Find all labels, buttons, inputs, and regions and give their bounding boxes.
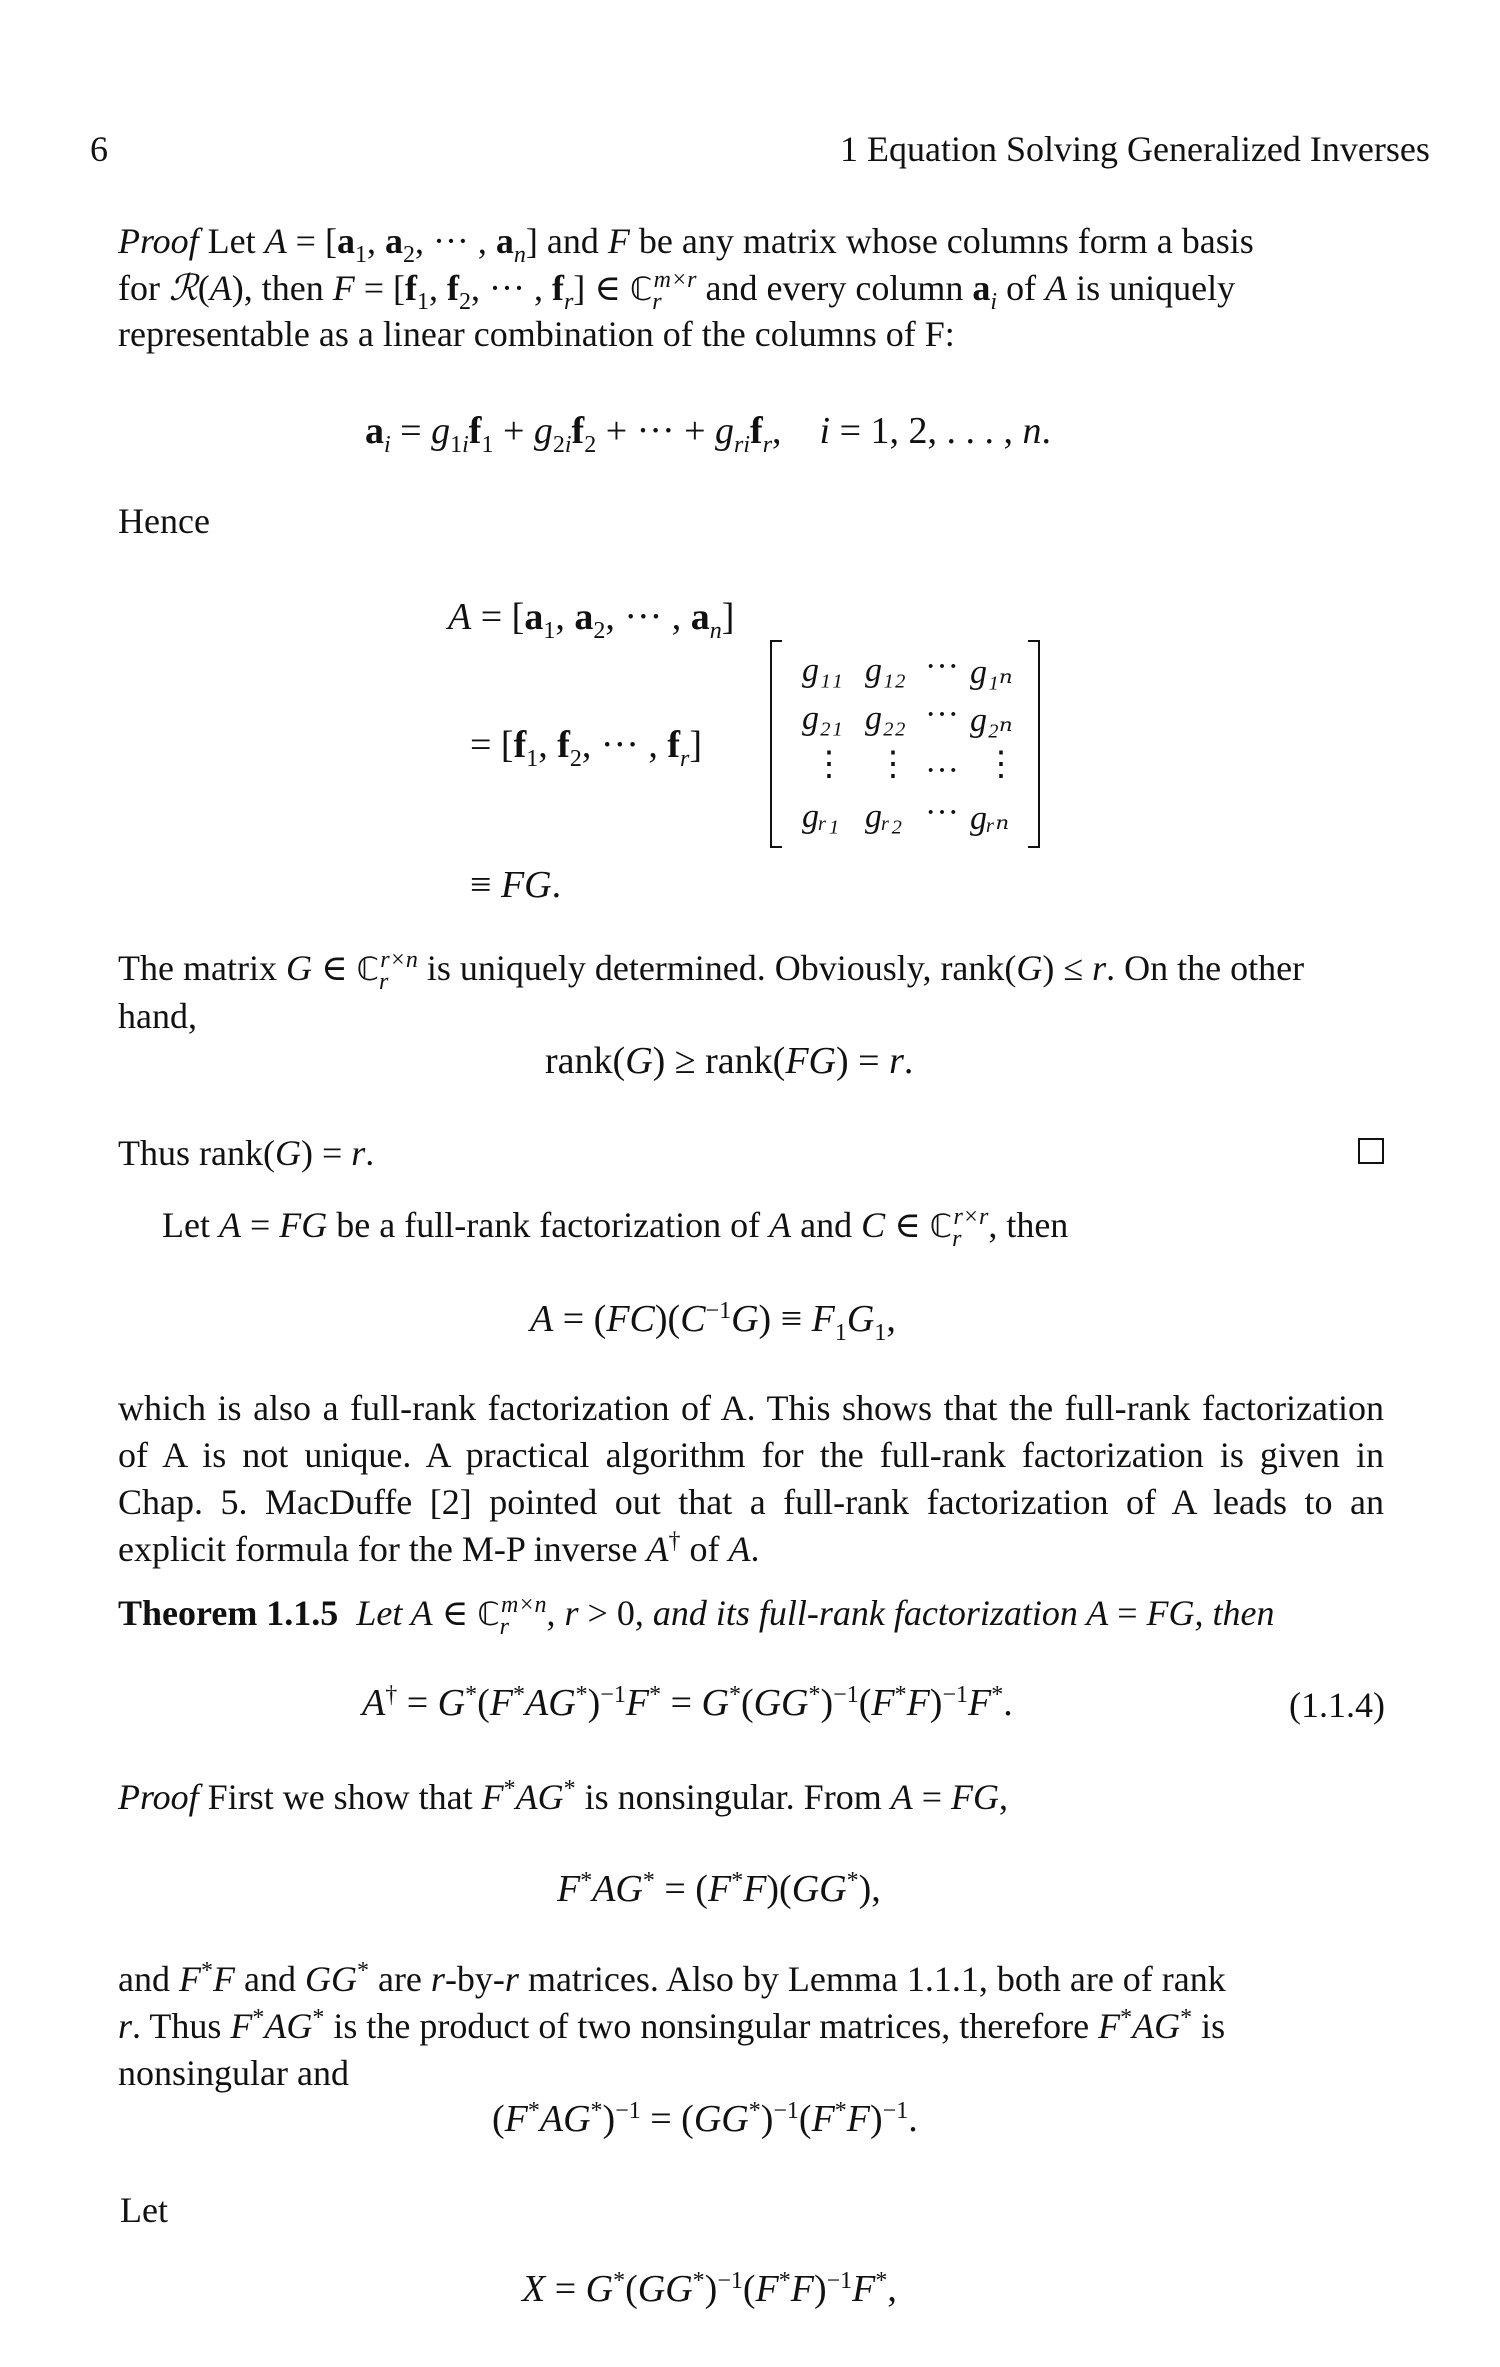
proof2-line-3: r. Thus F*AG* is the product of two nonsingular matrices, therefore F*AG* is [118, 2005, 1226, 2046]
matrix-cell: g₁₂ [865, 652, 906, 689]
matrix-cell: g₁₁ [802, 652, 843, 689]
thus-line: Thus rank(G) = r. [118, 1133, 375, 1173]
proof2-line-2: and F*F and GG* are r-by-r matrices. Also by Lemma 1.1.1, both are of rank [118, 1958, 1226, 1999]
para3-line-3: of A is not unique. A practical algorithm for the full-rank factorization is given in [118, 1435, 1384, 1475]
para3-line-2: which is also a full-rank factorization of A. This shows that the full-rank factorization [118, 1388, 1384, 1428]
proof-line-1 [118, 218, 1384, 268]
matrix-cell: ⋮ [812, 746, 846, 783]
equation-ai: $a_i = g_{1i}f_1 + g_{2i}f_2$ + ··· + $g_{ri}f_r$, i = 1, 2, . . . , n. [365, 410, 1052, 458]
page-number: 6 [90, 129, 108, 169]
proof-line-2: for ℛ(A), then $F = [f_1$, $f_2$, ··· , $f_r$] ∈ ℂ$_r^{m\times r}$ and every column $a_i$ of A is uniquely [118, 267, 1236, 315]
equation-A-columns: $A = [a_1$, $a_2$, ··· , $a_n$] [448, 596, 735, 644]
para2-line-2: hand, [118, 996, 197, 1036]
matrix-cell: ··· [925, 648, 959, 685]
matrix-left-bracket [770, 640, 782, 848]
theorem-statement: Theorem 1.1.5 Let A ∈ ℂ$_r^{m\times n}$, r > 0, and its full-rank factorization A = FG, then [118, 1592, 1275, 1640]
matrix-cell: g₂ₙ [970, 702, 1013, 739]
matrix-cell: ⋮ [984, 746, 1018, 783]
equation-FAG: F*AG* = (F*F)(GG*), [557, 1868, 881, 1910]
matrix-cell: g₂₁ [802, 700, 843, 737]
para2-line-1: The matrix G ∈ ℂ$_r^{r\times n}$ is uniquely determined. Obviously, rank(G) ≤ r. On the other [118, 947, 1305, 995]
running-title: 1 Equation Solving Generalized Inverses [840, 129, 1430, 169]
proof2-label: Proof [118, 1777, 199, 1817]
equation-X: $X = G^*(GG^*)^{-1}(F^*F)^{-1}F^*$, [522, 2268, 897, 2310]
matrix-cell: ··· [925, 696, 959, 733]
para3-line-5: explicit formula for the M-P inverse A† of A. [118, 1528, 760, 1569]
proof2-line-4: nonsingular and [118, 2053, 349, 2093]
matrix-cell: ⋮ [876, 746, 910, 783]
matrix-cell: gᵣₙ [970, 800, 1010, 837]
theorem-label: Theorem 1.1.5 [118, 1593, 339, 1633]
equation-rank: rank(G) ≥ rank(FG) = r. [545, 1040, 914, 1082]
equation-F-columns: = [$f_1$, $f_2$, ··· , $f_r$] [470, 724, 703, 772]
equation-inverse: $(F^*AG^*)^{-1} = (GG^*)^{-1}(F^*F)^{-1}$. [492, 2098, 918, 2140]
let-text: Let [120, 2190, 168, 2230]
matrix-cell: g₂₂ [865, 700, 906, 737]
matrix-cell: gᵣ₁ [802, 798, 840, 835]
para3-line-1: Let A = FG be a full-rank factorization of A and C ∈ ℂ$_r^{r\times r}$, then [162, 1204, 1069, 1252]
para3-line-4: Chap. 5. MacDuffe [2] pointed out that a full-rank factorization of A leads to an [118, 1482, 1384, 1522]
matrix-cell: gᵣ₂ [865, 798, 903, 835]
proof2-line-1: Proof First we show that F*AG* is nonsingular. From A = FG, [118, 1776, 1009, 1817]
proof-label: Proof [118, 221, 199, 261]
qed-box-icon [1358, 1138, 1384, 1164]
matrix-cell: g₁ₙ [970, 654, 1013, 691]
hence-text: Hence [118, 501, 210, 541]
equation-number: (1.1.4) [1289, 1685, 1385, 1725]
equation-theorem: $A^\dagger = G^*(F^*AG^*)^{-1}F^* = G^*(GG^*)^{-1}(F^*F)^{-1}F^*$. [362, 1682, 1013, 1724]
matrix-cell: ··· [925, 752, 959, 789]
equation-FC: $A = (FC)(C^{-1}G) \equiv F_1G_1$, [530, 1298, 896, 1346]
proof-text-1: Let $A = [a_1$, $a_2$, ··· , $a_n$] and F be any matrix whose columns form a basis [207, 221, 1254, 268]
equation-FG: ≡ FG. [470, 864, 562, 906]
matrix-G [770, 640, 1040, 848]
matrix-right-bracket [1028, 640, 1040, 848]
proof-line-3: representable as a linear combination of the columns of F: [118, 314, 955, 354]
matrix-cell: ··· [925, 794, 959, 831]
